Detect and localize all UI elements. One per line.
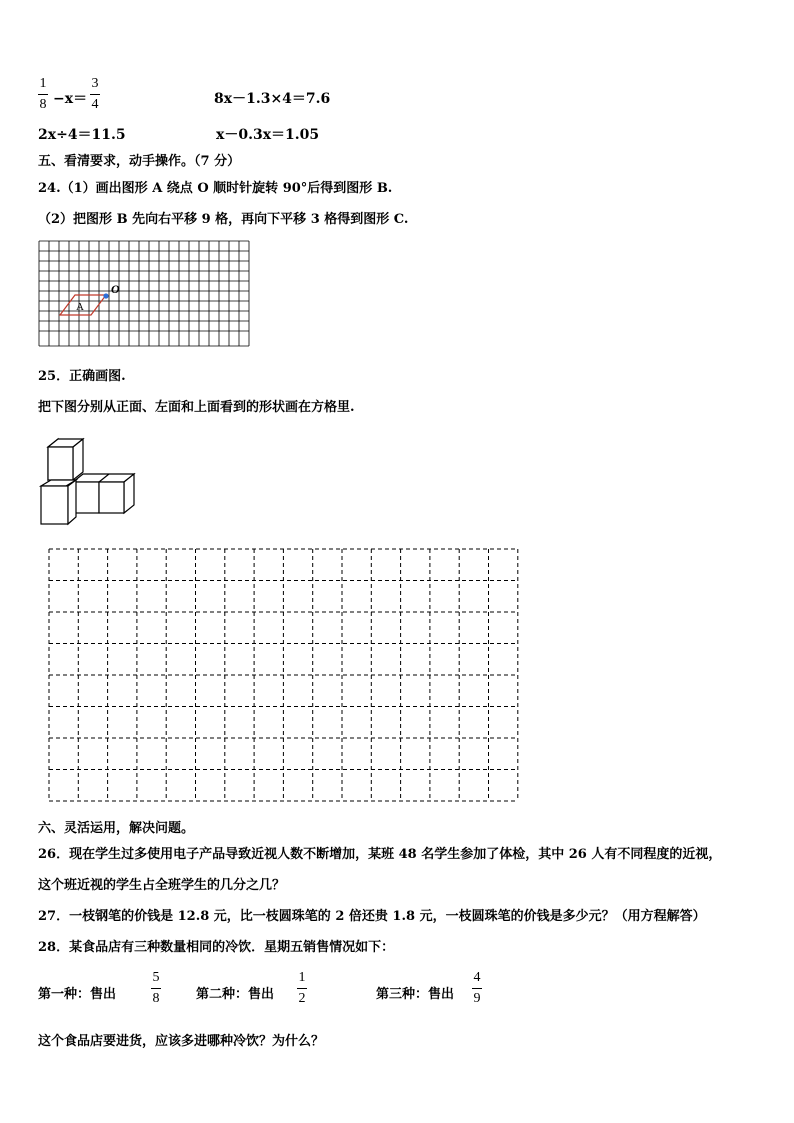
sale-3-numerator: 4 — [473, 970, 481, 985]
equation-2: 8x－1.3×4＝7.6 — [214, 91, 331, 107]
sale-3-label: 第三种：售出 — [376, 987, 455, 1002]
sale-3-fraction — [472, 970, 482, 1007]
q28: 28．某食品店有三种数量相同的冷饮．星期五销售情况如下： — [38, 940, 395, 955]
sale-1-numerator: 5 — [152, 970, 160, 985]
q24-part1: 24.（1）画出图形 A 绕点 O 顺时针旋转 90°后得到图形 B. — [38, 181, 393, 196]
sale-2-numerator: 1 — [298, 970, 306, 985]
equation-4: x－0.3x＝1.05 — [216, 127, 320, 143]
eq1-denominator: 8 — [39, 97, 47, 112]
eq1-lhs-fraction — [38, 76, 48, 113]
eq1-numerator: 1 — [39, 76, 47, 91]
q28-question: 这个食品店要进货，应该多进哪种冷饮？为什么？ — [38, 1034, 325, 1049]
section5-heading: 五、看清要求，动手操作。（7 分） — [38, 154, 241, 169]
sale-1-fraction — [151, 970, 161, 1007]
sale-3-denominator: 9 — [473, 991, 481, 1006]
sale-2-label: 第二种：售出 — [196, 987, 275, 1002]
eq1-rhs-denominator: 4 — [91, 97, 99, 112]
eq1-middle: −x＝ — [53, 91, 88, 107]
q25-text: 把下图分别从正面、左面和上面看到的形状画在方格里. — [38, 400, 355, 415]
equation-3: 2x÷4＝11.5 — [38, 127, 126, 143]
cube-figure — [38, 435, 138, 527]
sale-1-label: 第一种：售出 — [38, 987, 117, 1002]
label-a: A — [76, 301, 84, 313]
q27: 27．一枝钢笔的价钱是 12.8 元，比一枝圆珠笔的 2 倍还贵 1.8 元，一枝圆珠笔的价钱是多少元？（用方程解答） — [38, 909, 706, 924]
point-o — [103, 293, 108, 298]
q25-title: 25．正确画图. — [38, 369, 126, 384]
rotation-grid — [38, 240, 254, 348]
eq1-rhs-fraction — [90, 76, 100, 113]
section6-heading: 六、灵活运用，解决问题。 — [38, 821, 195, 836]
sale-1-denominator: 8 — [152, 991, 160, 1006]
q26-line2: 这个班近视的学生占全班学生的几分之几？ — [38, 878, 286, 893]
eq1-rhs-numerator: 3 — [91, 76, 99, 91]
drawing-grid — [48, 548, 522, 804]
sale-2-fraction — [297, 970, 307, 1007]
label-o: O — [111, 282, 120, 296]
sale-2-denominator: 2 — [298, 991, 306, 1006]
q26-line1: 26．现在学生过多使用电子产品导致近视人数不断增加，某班 48 名学生参加了体检，其中 26 人有不同程度的近视， — [38, 847, 722, 862]
q24-part2: （2）把图形 B 先向右平移 9 格，再向下平移 3 格得到图形 C. — [38, 212, 409, 227]
